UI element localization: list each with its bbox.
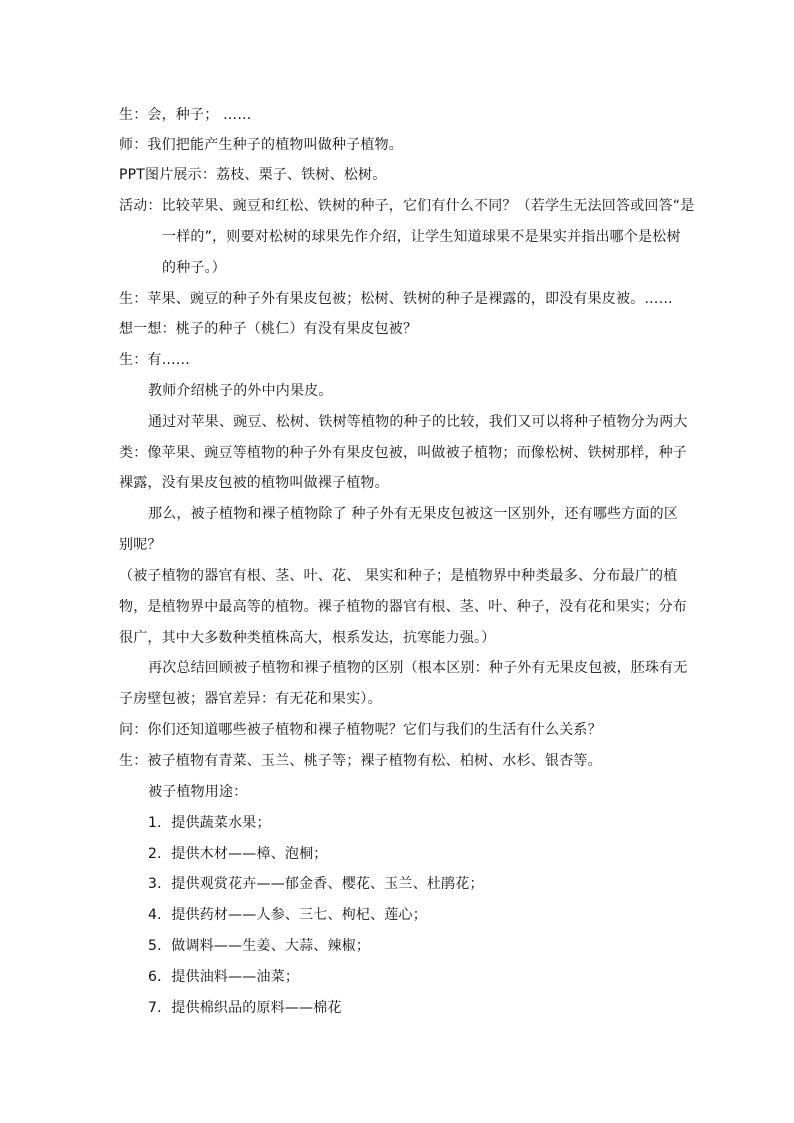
dialogue-line-student: 生：有…… (119, 352, 190, 368)
activity-line: 活动：比较苹果、豌豆和红松、铁树的种子，它们有什么不同？（若学生无法回答或回答“是 (119, 198, 695, 214)
dialogue-line-teacher: 师：我们把能产生种子的植物叫做种子植物。 (119, 137, 403, 153)
paragraph-line: 教师介绍桃子的外中内果皮。 (148, 383, 333, 399)
list-item: 3．提供观赏花卉——郁金香、樱花、玉兰、杜鹃花； (148, 876, 484, 892)
ppt-line: PPT图片展示：荔枝、栗子、铁树、松树。 (119, 167, 387, 183)
question-line: 问：你们还知道哪些被子植物和裸子植物呢？它们与我们的生活有什么关系？ (119, 722, 602, 738)
paragraph-line: 那么，被子植物和裸子植物除了 种子外有无果皮包被这一区别外，还有哪些方面的区 (148, 506, 679, 522)
paragraph-line: 类：像苹果、豌豆等植物的种子外有果皮包被，叫做被子植物；而像松树、铁树那样，种子 (119, 445, 687, 461)
list-heading: 被子植物用途： (148, 784, 248, 800)
think-line: 想一想：桃子的种子（桃仁）有没有果皮包被？ (119, 321, 418, 337)
note-line: 很广，其中大多数种类植株高大，根系发达，抗寒能力强。） (119, 630, 496, 646)
activity-line-cont: 的种子。） (162, 260, 226, 276)
dialogue-line-student: 生：被子植物有青菜、玉兰、桃子等；裸子植物有松、柏树、水杉、银杏等。 (119, 753, 602, 769)
paragraph-line: 裸露，没有果皮包被的植物叫做裸子植物。 (119, 475, 389, 491)
dialogue-line-student: 生：会，种子； …… (119, 107, 252, 123)
paragraph-line: 子房壁包被；器官差异：有无花和果实）。 (119, 691, 382, 707)
paragraph-line: 别呢？ (119, 537, 162, 553)
list-item: 2．提供木材——樟、泡桐； (148, 846, 328, 862)
list-item: 7．提供棉织品的原料——棉花 (148, 1000, 342, 1016)
note-line: （被子植物的器官有根、茎、叶、花、 果实和种子；是植物界中种类最多、分布最广的植 (119, 568, 678, 584)
list-item: 5．做调料——生姜、大蒜、辣椒； (148, 938, 371, 954)
list-item: 1．提供蔬菜水果； (148, 815, 271, 831)
list-item: 6．提供油料——油菜； (148, 969, 300, 985)
note-line: 物，是植物界中最高等的植物。裸子植物的器官有根、茎、叶、种子，没有花和果实；分布 (119, 599, 687, 615)
activity-line-cont: 一样的”，则要对松树的球果先作介绍，让学生知道球果不是果实并指出哪个是松树 (162, 229, 681, 245)
paragraph-line: 通过对苹果、豌豆、松树、铁树等植物的种子的比较，我们又可以将种子植物分为两大 (148, 414, 688, 430)
dialogue-line-student: 生：苹果、豌豆的种子外有果皮包被；松树、铁树的种子是裸露的，即没有果皮被。…… (119, 291, 673, 307)
paragraph-line: 再次总结回顾被子植物和裸子植物的区别（根本区别：种子外有无果皮包被，胚珠有无 (148, 660, 688, 676)
list-item: 4．提供药材——人参、三七、枸杞、莲心； (148, 907, 427, 923)
